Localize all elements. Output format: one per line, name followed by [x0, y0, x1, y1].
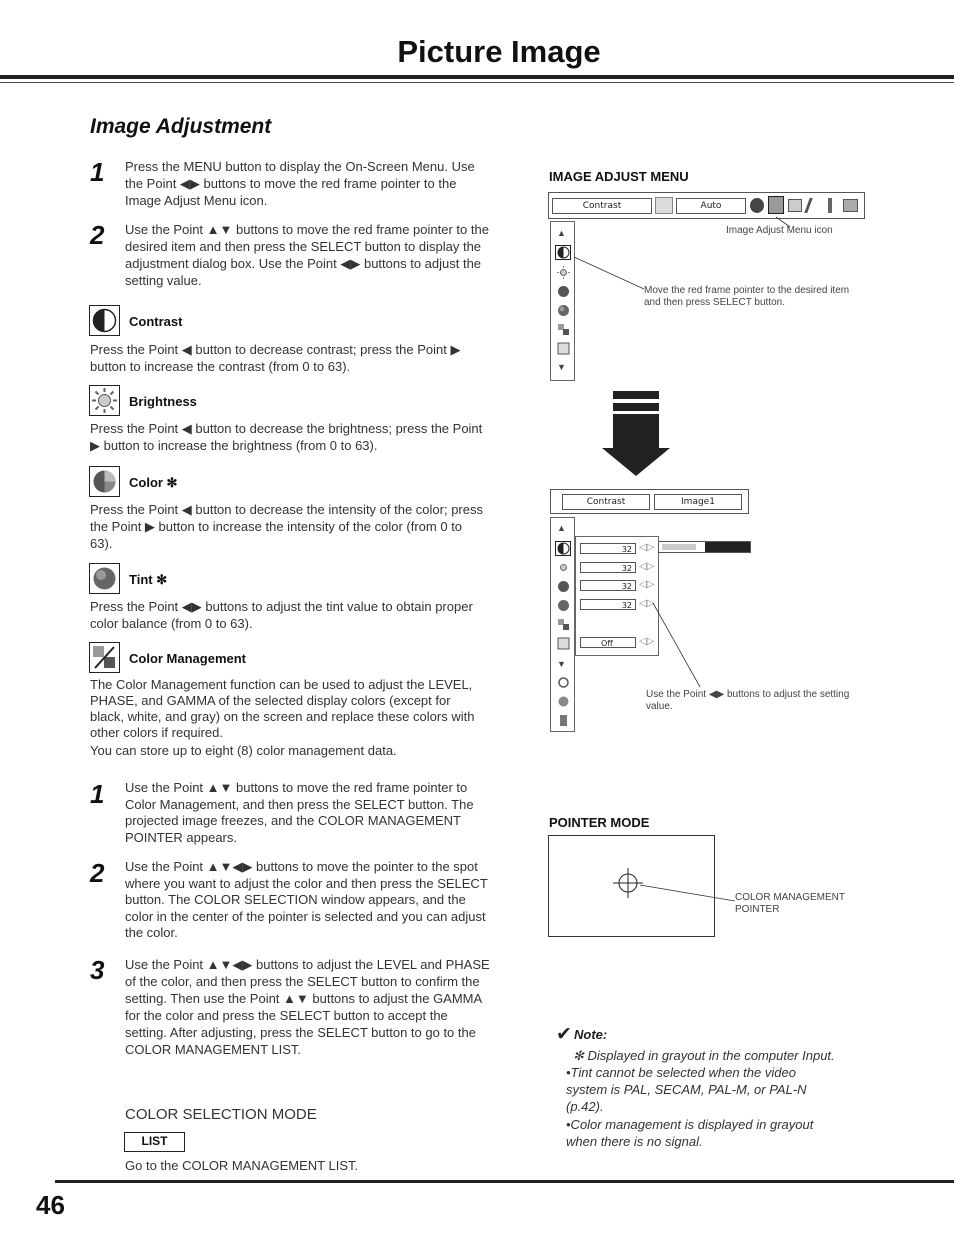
menu-field-mode: Auto	[676, 198, 746, 214]
scroll-up-icon: ▲	[557, 228, 566, 238]
tint-icon	[89, 563, 120, 594]
adjust-arrows-icon: ◁▷	[639, 561, 655, 572]
note-line: •Color management is displayed in grayout when there is no signal.	[566, 1117, 814, 1149]
adjust-arrows-icon: ◁▷	[639, 542, 655, 553]
tint-heading: Tint ✻	[129, 572, 168, 587]
color-management-text: The Color Management function can be used to adjust the LEVEL, PHASE, and GAMMA of the selected display colors (except for black, white, and gray) on the screen and replace these colors with other colors if required.	[90, 677, 475, 740]
save-icon	[557, 714, 570, 727]
value-field: Off	[580, 637, 636, 648]
step-text: Press the MENU button to display the On-Screen Menu. Use the Point ◀▶ buttons to move the red frame pointer to the Image Adjust Menu icon.	[125, 159, 475, 208]
dialog-field-mode: Image1	[654, 494, 742, 510]
step-number: 2	[90, 858, 105, 888]
contrast-icon	[557, 542, 570, 555]
pointer-mode-heading: POINTER MODE	[549, 815, 650, 830]
menu-field-item: Contrast	[552, 198, 652, 214]
brightness-icon	[557, 561, 570, 574]
menu-icon-caption: Image Adjust Menu icon	[726, 225, 833, 236]
step-text: Use the Point ▲▼◀▶ buttons to adjust the LEVEL and PHASE of the color, and then press the SELECT button to confirm the setting. Then use the Point ▲▼ buttons to adjust the GAMMA for the color and press the SELECT button to accept the setting. After adjusting, press the SELECT button to go to the COLOR MANAGEMENT LIST.	[125, 957, 490, 1057]
dialog-bar	[550, 489, 749, 514]
contrast-icon	[89, 305, 120, 336]
adjust-arrows-icon: ◁▷	[639, 598, 655, 609]
color-management-icon	[557, 323, 570, 336]
slider-track-light	[662, 544, 696, 550]
color-management-icon	[557, 618, 570, 631]
brightness-icon	[89, 385, 120, 416]
color-icon	[557, 580, 570, 593]
dialog-caption: Use the Point ◀▶ buttons to adjust the setting value.	[646, 689, 850, 712]
note-line: •Tint cannot be selected when the video system is PAL, SECAM, PAL-M, or PAL-N (p.42).	[566, 1065, 807, 1114]
header-rule-thin	[0, 82, 954, 83]
value-field: 32	[580, 562, 636, 573]
header-rule	[0, 75, 954, 79]
step-number: 3	[90, 955, 105, 985]
pointer-caption: COLOR MANAGEMENT POINTER	[735, 892, 845, 915]
section-title: Image Adjustment	[90, 115, 272, 138]
slider-fill	[705, 542, 751, 552]
scroll-down-icon: ▼	[557, 659, 566, 669]
pointer-caption: Move the red frame pointer to the desired item and then press SELECT button.	[644, 285, 850, 308]
tint-icon	[557, 599, 570, 612]
list-caption: Go to the COLOR MANAGEMENT LIST.	[125, 1158, 359, 1173]
note-heading: Note:	[574, 1027, 608, 1042]
brightness-heading: Brightness	[129, 394, 197, 409]
store-text: You can store up to eight (8) color management data.	[90, 743, 397, 758]
image-adjust-menu-heading: IMAGE ADJUST MENU	[549, 169, 689, 184]
page-number: 46	[36, 1190, 65, 1220]
list-button: LIST	[124, 1132, 185, 1152]
reset-icon	[557, 676, 570, 689]
down-arrow-icon	[602, 414, 670, 476]
tint-text: Press the Point ◀▶ buttons to adjust the tint value to obtain proper color balance (from 0 to 63).	[90, 599, 473, 631]
tint-icon	[557, 304, 570, 317]
arrow-bar	[613, 403, 659, 411]
color-management-heading: Color Management	[129, 651, 247, 666]
color-text: Press the Point ◀ button to decrease the intensity of the color; press the Point ▶ button to increase the intensity of the color (from 0 to 63).	[90, 502, 483, 551]
store-icon	[557, 342, 570, 355]
value-slider	[658, 541, 751, 553]
step-number: 1	[90, 157, 105, 187]
info-icon	[828, 198, 832, 213]
color-icon	[89, 466, 120, 497]
check-icon: ✔	[556, 1024, 572, 1045]
adjust-arrows-icon: ◁▷	[639, 579, 655, 590]
step-text: Use the Point ▲▼◀▶ buttons to move the pointer to the spot where you want to adjust the color and then press the SELECT button. The COLOR SELECTION window appears, and the color in the center of the pointer is selected and you can adjust the color.	[125, 859, 488, 940]
adjust-arrows-icon: ◁▷	[639, 636, 655, 647]
store-icon	[557, 637, 570, 650]
contrast-text: Press the Point ◀ button to decrease contrast; press the Point ▶ button to increase the contrast (from 0 to 63).	[90, 342, 461, 374]
brightness-text: Press the Point ◀ button to decrease the brightness; press the Point ▶ button to increase the brightness (from 0 to 63).	[90, 421, 483, 453]
network-icon	[843, 199, 858, 212]
color-selection-mode-label: COLOR SELECTION MODE	[125, 1106, 317, 1123]
contrast-heading: Contrast	[129, 314, 183, 329]
step-text: Use the Point ▲▼ buttons to move the red frame pointer to Color Management, and then press the SELECT button. The projected image freezes, and the COLOR MANAGEMENT POINTER appears.	[125, 780, 474, 845]
dialog-callout-line	[640, 595, 730, 695]
dialog-icon-column	[550, 517, 575, 732]
footer-rule	[55, 1180, 954, 1183]
value-field: 32	[580, 599, 636, 610]
step-number: 2	[90, 220, 105, 250]
value-field: 32	[580, 543, 636, 554]
gamma-icon	[557, 695, 570, 708]
page-title: Picture Image	[397, 34, 601, 69]
color-management-icon	[89, 642, 120, 673]
scroll-up-icon: ▲	[557, 523, 566, 533]
color-heading: Color ✻	[129, 475, 178, 490]
pointer-callout-line	[640, 880, 740, 910]
step-text: Use the Point ▲▼ buttons to move the red frame pointer to the desired item and then press the SELECT button to display the adjustment dialog box. Use the Point ◀▶ buttons to adjust the setting value.	[125, 222, 489, 288]
value-field: 32	[580, 580, 636, 591]
arrow-bar	[613, 391, 659, 399]
scroll-down-icon: ▼	[557, 362, 566, 372]
step-number: 1	[90, 779, 105, 809]
dialog-field-item: Contrast	[562, 494, 650, 510]
note-line: ✻ Displayed in grayout in the computer Input.	[573, 1048, 835, 1063]
